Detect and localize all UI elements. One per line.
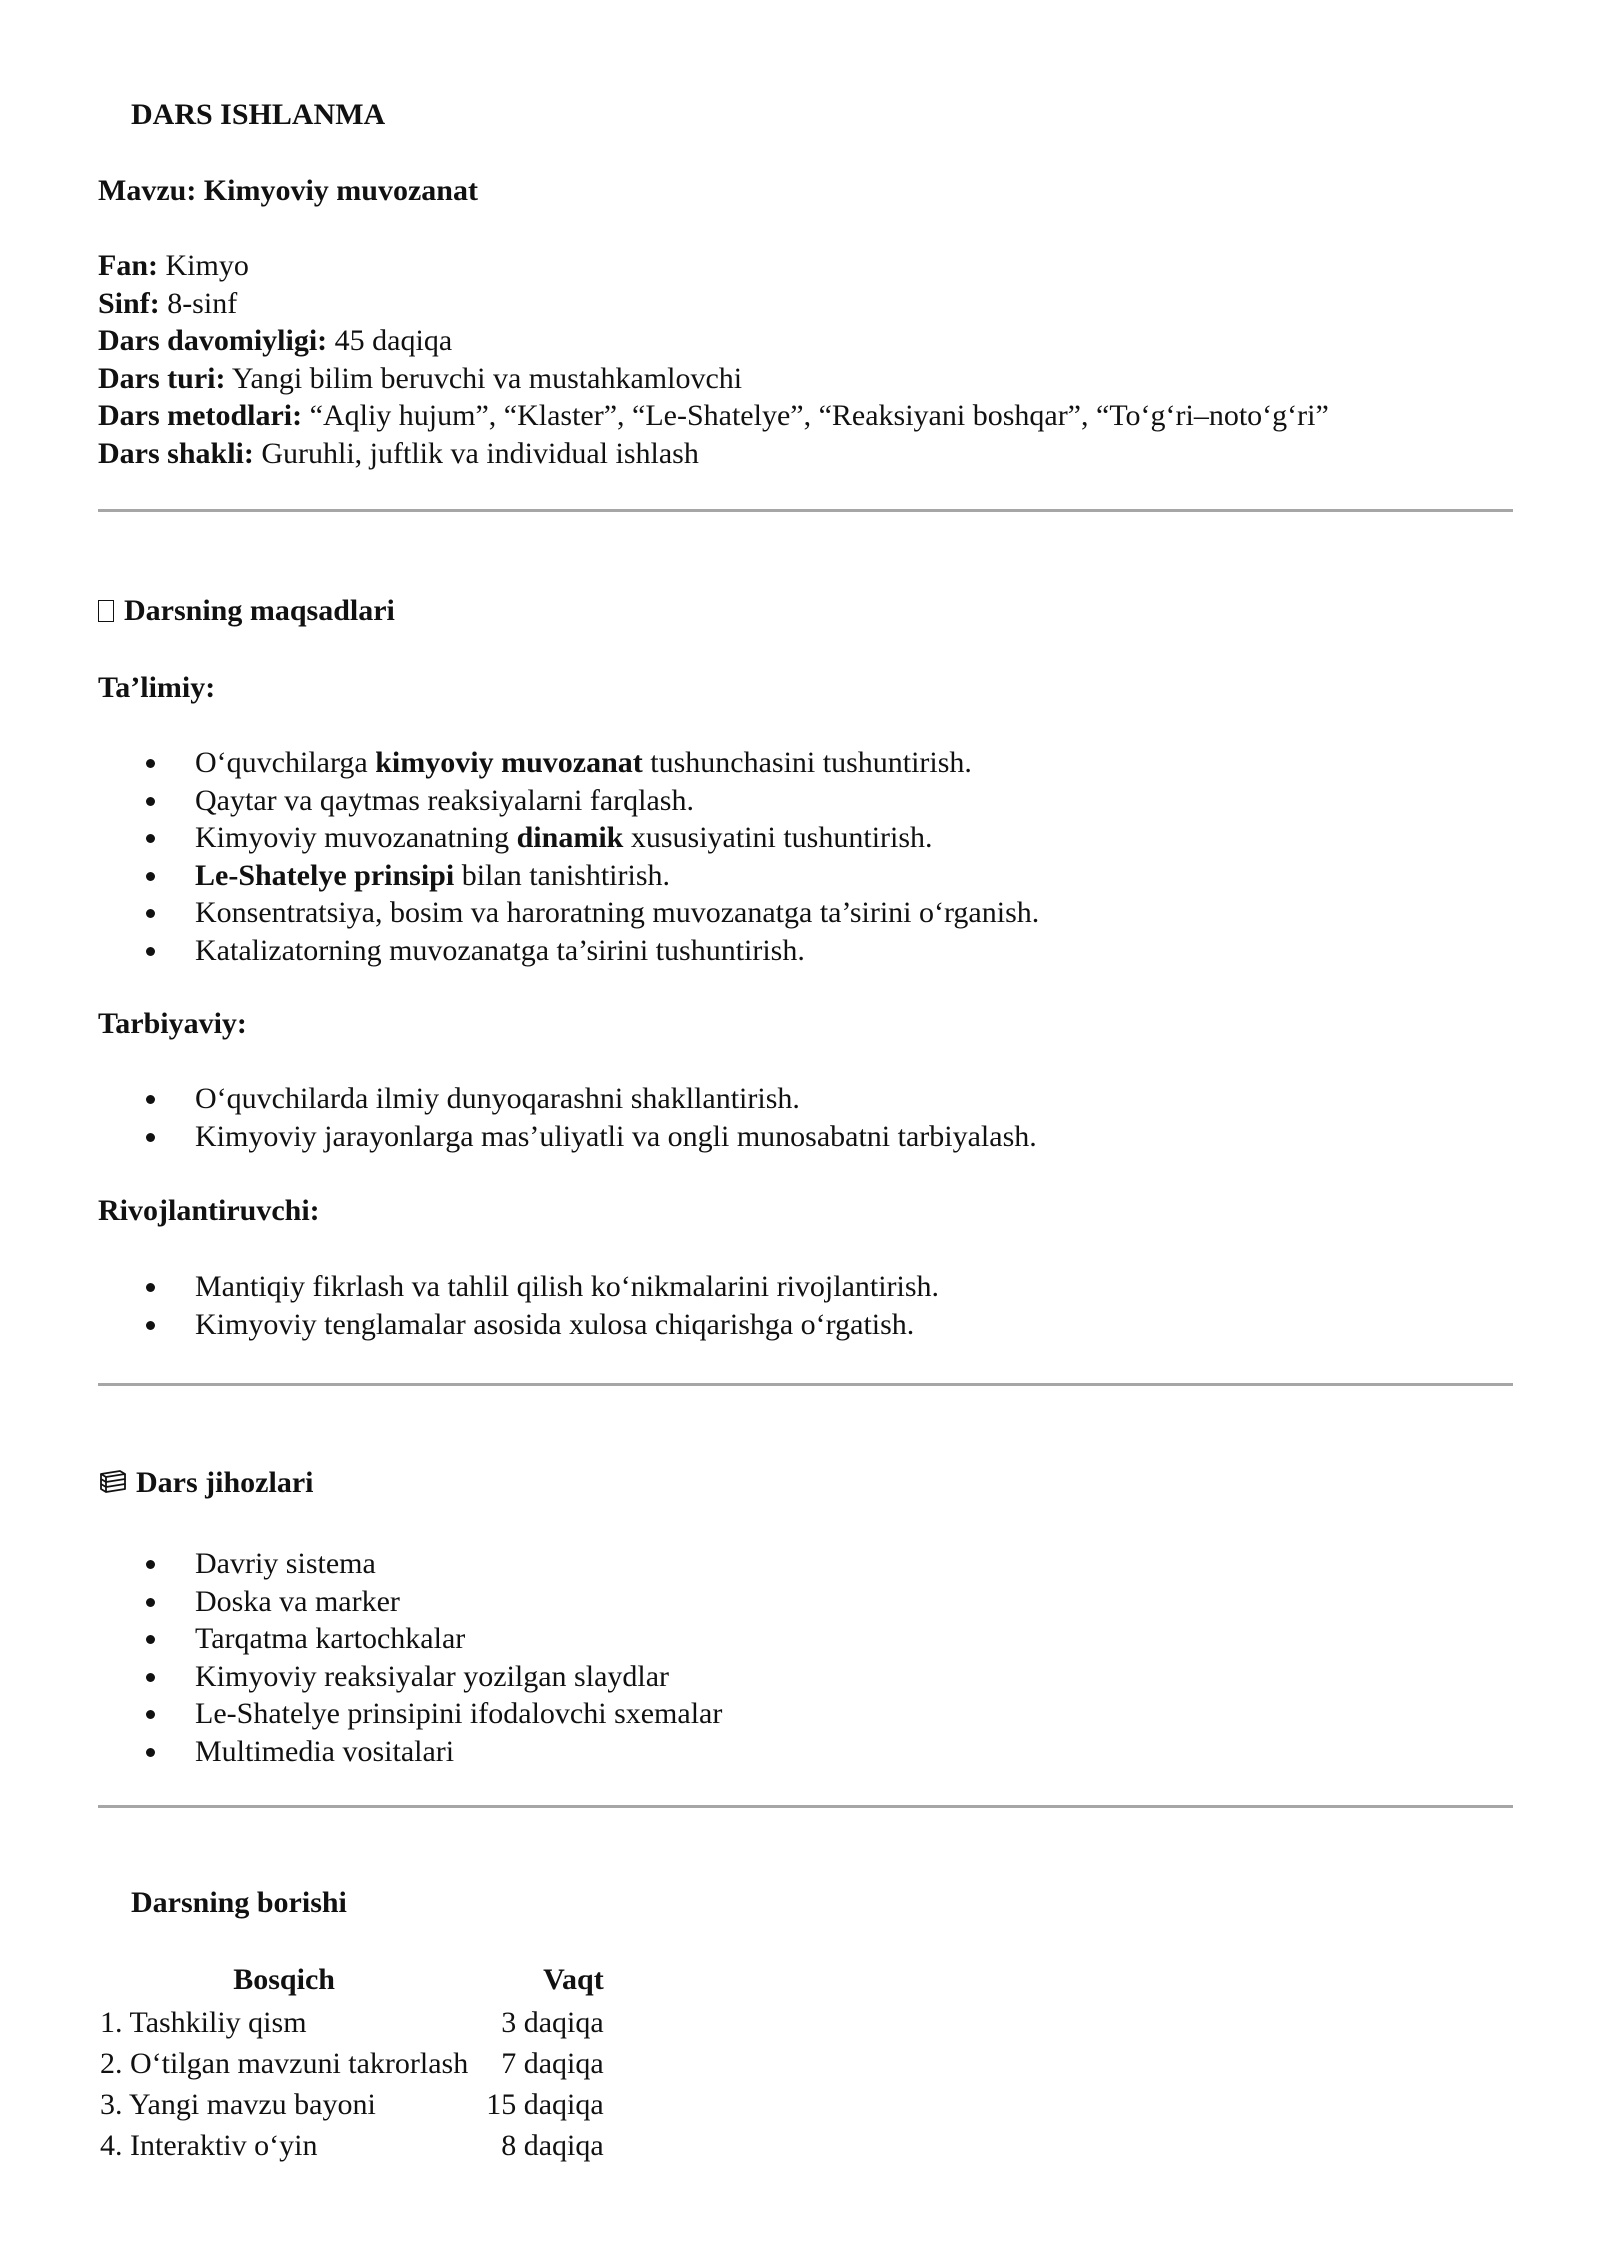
meta-duration <box>98 322 1329 360</box>
list-item: Tarqatma kartochkalar <box>98 1620 722 1658</box>
equipment-heading-text: Dars jihozlari <box>136 1466 314 1499</box>
list-item: Le-Shatelye prinsipini ifodalovchi sxemalar <box>98 1695 722 1733</box>
meta-type <box>98 360 1329 398</box>
bullet-icon <box>146 909 155 918</box>
list-item: O‘quvchilarda ilmiy dunyoqarashni shakllantirish. <box>98 1080 1037 1118</box>
meta-label: Sinf: <box>98 286 160 320</box>
tarbiyaviy-list <box>98 1080 1037 1155</box>
list-item: O‘quvchilarga kimyoviy muvozanat tushunchasini tushuntirish. <box>98 744 1039 782</box>
divider <box>98 1805 1513 1808</box>
column-header-step: Bosqich <box>233 1963 335 1996</box>
meta-value: 8-sinf <box>159 286 238 320</box>
meta-value: Yangi bilim beruvchi va mustahkamlovchi <box>225 361 743 395</box>
meta-label: Fan: <box>98 249 158 282</box>
list-item: Kimyoviy jarayonlarga mas’uliyatli va ongli munosabatni tarbiyalash. <box>98 1118 1037 1156</box>
meta-value: 45 daqiqa <box>327 324 453 357</box>
meta-label: Dars davomiyligi: <box>98 324 328 357</box>
equipment-heading <box>98 1466 313 1500</box>
list-item: Katalizatorning muvozanatga ta’sirini tushuntirish. <box>98 932 1039 970</box>
books-icon <box>98 1469 128 1495</box>
list-item: Qaytar va qaytmas reaksiyalarni farqlash. <box>98 782 1039 820</box>
bullet-icon <box>146 1321 155 1330</box>
goals-heading-text: Darsning maqsadlari <box>124 594 395 627</box>
divider <box>98 1383 1513 1386</box>
step-cell: 1. Tashkiliy qism <box>100 2005 307 2039</box>
step-cell: 3. Yangi mavzu bayoni <box>100 2087 376 2121</box>
meta-form <box>98 435 1329 473</box>
bullet-icon <box>146 797 155 806</box>
document-title: DARS ISHLANMA <box>131 98 386 131</box>
list-item: Le-Shatelye prinsipi bilan tanishtirish. <box>98 857 1039 895</box>
time-cell: 7 daqiqa <box>501 2046 604 2080</box>
list-item: Kimyoviy tenglamalar asosida xulosa chiqarishga o‘rgatish. <box>98 1306 939 1344</box>
tarbiyaviy-heading: Tarbiyaviy: <box>98 1007 247 1040</box>
talimiy-heading: Ta’limiy: <box>98 671 216 704</box>
table-row <box>98 2043 606 2084</box>
list-item: Mantiqiy fikrlash va tahlil qilish ko‘nikmalarini rivojlantirish. <box>98 1268 939 1306</box>
bullet-icon <box>146 1748 155 1757</box>
list-item: Kimyoviy reaksiyalar yozilgan slaydlar <box>98 1658 722 1696</box>
goals-heading <box>98 594 395 628</box>
list-item: Doska va marker <box>98 1583 722 1621</box>
lesson-flow-heading: Darsning borishi <box>131 1886 347 1919</box>
meta-label: Dars turi: <box>98 361 226 395</box>
bullet-icon <box>146 1283 155 1292</box>
meta-subject <box>98 247 1329 285</box>
meta-value: Kimyo <box>158 249 249 282</box>
bullet-icon <box>146 1673 155 1682</box>
bullet-icon <box>146 1133 155 1142</box>
list-item: Multimedia vositalari <box>98 1733 722 1771</box>
lesson-meta <box>98 247 1329 472</box>
table-row <box>98 2125 606 2166</box>
meta-label: Dars shakli: <box>98 436 254 470</box>
bullet-icon <box>146 1560 155 1569</box>
bullet-icon <box>146 759 155 768</box>
step-cell: 4. Interaktiv o‘yin <box>100 2128 318 2162</box>
table-header-row <box>98 1958 606 2002</box>
table-row <box>98 2002 606 2043</box>
meta-value: Guruhli, juftlik va individual ishlash <box>253 436 699 470</box>
column-header-time: Vaqt <box>543 1963 604 1996</box>
bullet-icon <box>146 834 155 843</box>
talimiy-list <box>98 744 1039 970</box>
missing-glyph-icon <box>98 600 114 622</box>
rivojlantiruvchi-heading: Rivojlantiruvchi: <box>98 1194 320 1227</box>
lesson-flow-table <box>98 1958 606 2166</box>
bullet-icon <box>146 1095 155 1104</box>
time-cell: 8 daqiqa <box>501 2128 604 2162</box>
bullet-icon <box>146 872 155 881</box>
meta-label: Dars metodlari: <box>98 399 303 432</box>
lesson-topic: Mavzu: Kimyoviy muvozanat <box>98 174 478 207</box>
bullet-icon <box>146 1598 155 1607</box>
meta-methods <box>98 397 1329 435</box>
time-cell: 3 daqiqa <box>501 2005 604 2039</box>
bullet-icon <box>146 1710 155 1719</box>
divider <box>98 509 1513 512</box>
bullet-icon <box>146 947 155 956</box>
meta-value: “Aqliy hujum”, “Klaster”, “Le-Shatelye”, “Reaksiyani boshqar”, “To‘g‘ri–noto‘g‘ri” <box>302 399 1329 432</box>
step-cell: 2. O‘tilgan mavzuni takrorlash <box>100 2046 469 2080</box>
meta-grade <box>98 285 1329 323</box>
equipment-list <box>98 1545 722 1771</box>
time-cell: 15 daqiqa <box>486 2087 604 2121</box>
list-item: Konsentratsiya, bosim va haroratning muvozanatga ta’sirini o‘rganish. <box>98 894 1039 932</box>
list-item: Kimyoviy muvozanatning dinamik xususiyatini tushuntirish. <box>98 819 1039 857</box>
table-row <box>98 2084 606 2125</box>
bullet-icon <box>146 1635 155 1644</box>
list-item: Davriy sistema <box>98 1545 722 1583</box>
rivojlantiruvchi-list <box>98 1268 939 1343</box>
